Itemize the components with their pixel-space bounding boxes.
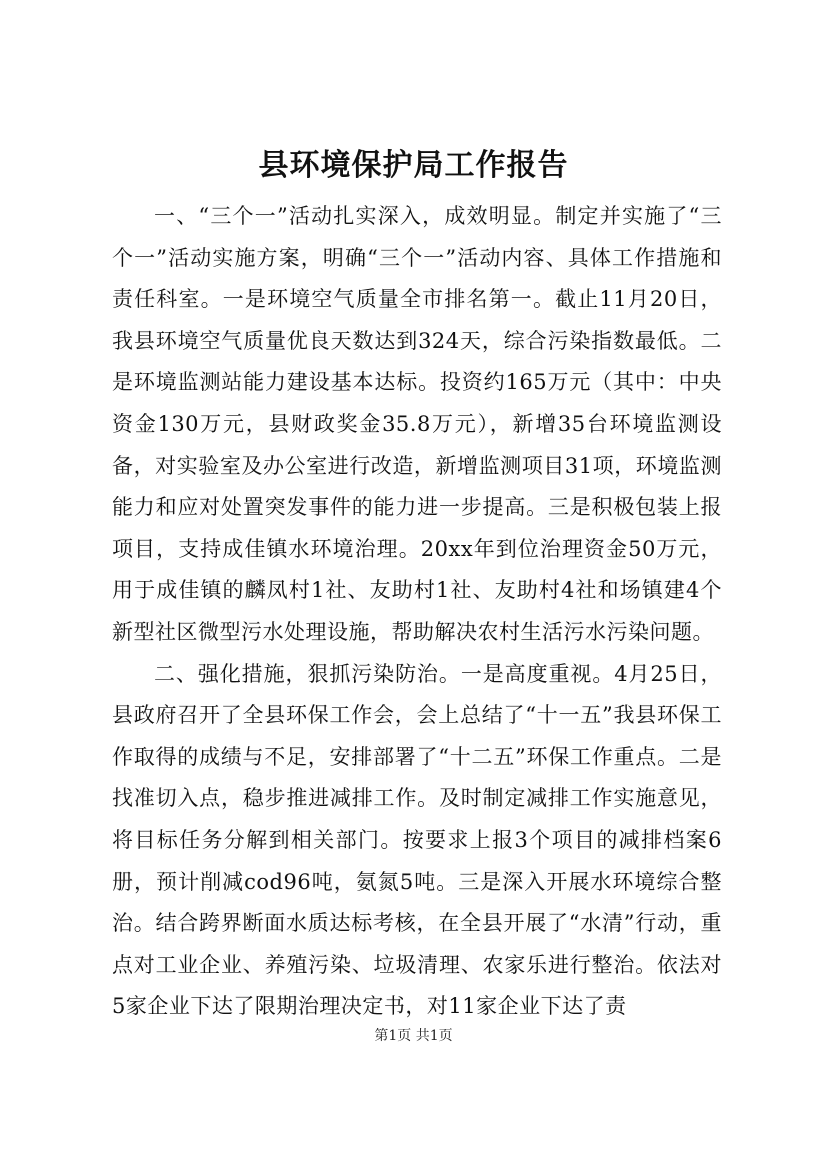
paragraph-1: 一、“三个一”活动扎实深入，成效明显。制定并实施了“三个一”活动实施方案，明确“三个一”活动内容、具体工作措施和责任科室。一是环境空气质量全市排名第一。截止11月20日，我县环境空气质量优良天数达到324天，综合污染指数最低。二是环境监测站能力建设基本达标。投资约165万元（其中：中央资金130万元，县财政奖金35.8万元），新增35台环境监测设备，对实验室及办公室进行改造，新增监测项目31项，环境监测能力和应对处置突发事件的能力进一步提高。三是积极包装上报项目，支持成佳镇水环境治理。20xx年到位治理资金50万元，用于成佳镇的麟凤村1社、友助村1社、友助村4社和场镇建4个新型社区微型污水处理设施，帮助解决农村生活污水污染问题。 xyxy=(112,204,722,644)
page-title: 县环境保护局工作报告 xyxy=(258,148,569,183)
document-body xyxy=(112,196,722,1028)
page-footer: 第1页 共1页 xyxy=(374,1028,453,1044)
paragraph-2: 二、强化措施，狠抓污染防治。一是高度重视。4月25日，县政府召开了全县环保工作会，会上总结了“十一五”我县环保工作取得的成绩与不足，安排部署了“十二五”环保工作重点。二是找准切入点，稳步推进减排工作。及时制定减排工作实施意见，将目标任务分解到相关部门。按要求上报3个项目的减排档案6册，预计削减cod96吨，氨氮5吨。三是深入开展水环境综合整治。结合跨界断面水质达标考核，在全县开展了“水清”行动，重点对工业企业、养殖污染、垃圾清理、农家乐进行整治。依法对5家企业下达了限期治理决定书，对11家企业下达了责 xyxy=(112,661,722,1019)
